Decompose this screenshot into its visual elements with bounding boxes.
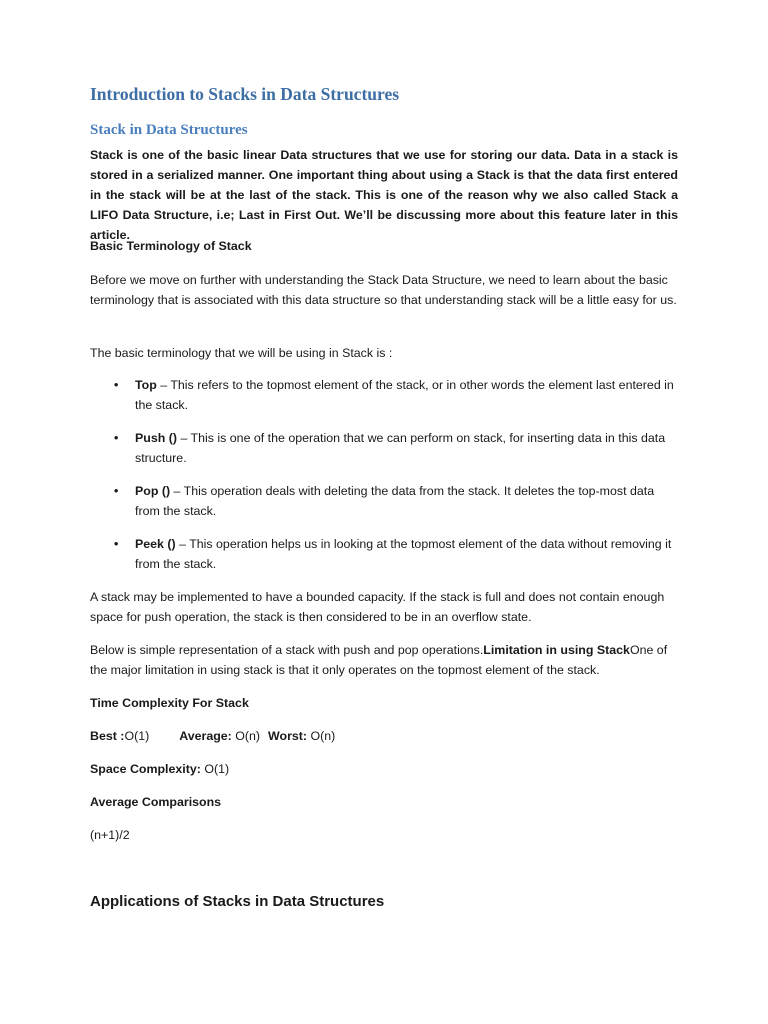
list-item-text: – This is one of the operation that we can perform on stack, for inserting data in this data structure.: [135, 431, 666, 465]
list-item: [90, 534, 680, 574]
page-title: Introduction to Stacks in Data Structures: [90, 84, 400, 104]
list-item-text: – This operation deals with deleting the data from the stack. It deletes the top-most data from the stack.: [135, 484, 655, 518]
representation-text: Below is simple representation of a stack with push and pop operations.: [90, 643, 484, 657]
list-item: [90, 375, 680, 415]
terminology-heading: Basic Terminology of Stack: [90, 239, 252, 253]
bullet-icon: •: [114, 431, 119, 445]
bullet-icon: •: [114, 537, 119, 551]
average-label: Average:: [179, 729, 232, 743]
best-label: Best :: [90, 729, 125, 743]
terminology-lead: The basic terminology that we will be using in Stack is :: [90, 346, 393, 360]
terminology-paragraph: Before we move on further with understanding the Stack Data Structure, we need to learn about the basic terminology that is associated with this data structure so that understanding stack will be a little easy for us.: [90, 273, 677, 307]
terminology-list: [90, 375, 680, 587]
time-complexity-values: [90, 726, 680, 746]
list-item-term: Push (): [135, 431, 177, 445]
average-comparisons-value: (n+1)/2: [90, 828, 130, 842]
applications-heading: Applications of Stacks in Data Structures: [90, 893, 385, 910]
space-label: Space Complexity:: [90, 762, 201, 776]
list-item-term: Peek (): [135, 537, 176, 551]
space-complexity-line: [90, 759, 680, 779]
intro-paragraph: Stack is one of the basic linear Data structures that we use for storing our data. Data in a stack is stored in a serialized manner. One important thing about using a Stack is that the data first entered in the stack will be at the last of the stack. This is one of the reason why we also called Stack a LIFO Data Structure, i.e; Last in First Out. We’ll be discussing more about this feature later in this article.: [90, 148, 678, 242]
bounded-capacity-paragraph: A stack may be implemented to have a bounded capacity. If the stack is full and does not contain enough space for push operation, the stack is then considered to be in an overflow state.: [90, 590, 665, 624]
time-complexity-heading: Time Complexity For Stack: [90, 696, 249, 710]
worst-label: Worst:: [268, 729, 308, 743]
list-item: [90, 481, 680, 521]
list-item-term: Pop (): [135, 484, 171, 498]
limitation-text: One of the major limitation in using stack is that it only operates on the topmost element of the stack.: [90, 643, 668, 677]
list-item: [90, 428, 680, 468]
section-subtitle: Stack in Data Structures: [90, 122, 248, 138]
best-value: O(1): [124, 729, 150, 743]
bullet-icon: •: [114, 484, 119, 498]
list-item-term: Top: [135, 378, 157, 392]
list-item-text: – This operation helps us in looking at the topmost element of the data without removing it from the stack.: [135, 537, 672, 571]
average-comparisons-heading: Average Comparisons: [90, 795, 222, 809]
average-value: O(n): [231, 729, 261, 743]
list-item-text: – This refers to the topmost element of the stack, or in other words the element last entered in the stack.: [135, 378, 674, 412]
representation-paragraph: [90, 640, 680, 680]
space-value: O(1): [200, 762, 230, 776]
worst-value: O(n): [307, 729, 336, 743]
bullet-icon: •: [114, 378, 119, 392]
limitation-label: Limitation in using Stack: [483, 643, 630, 657]
